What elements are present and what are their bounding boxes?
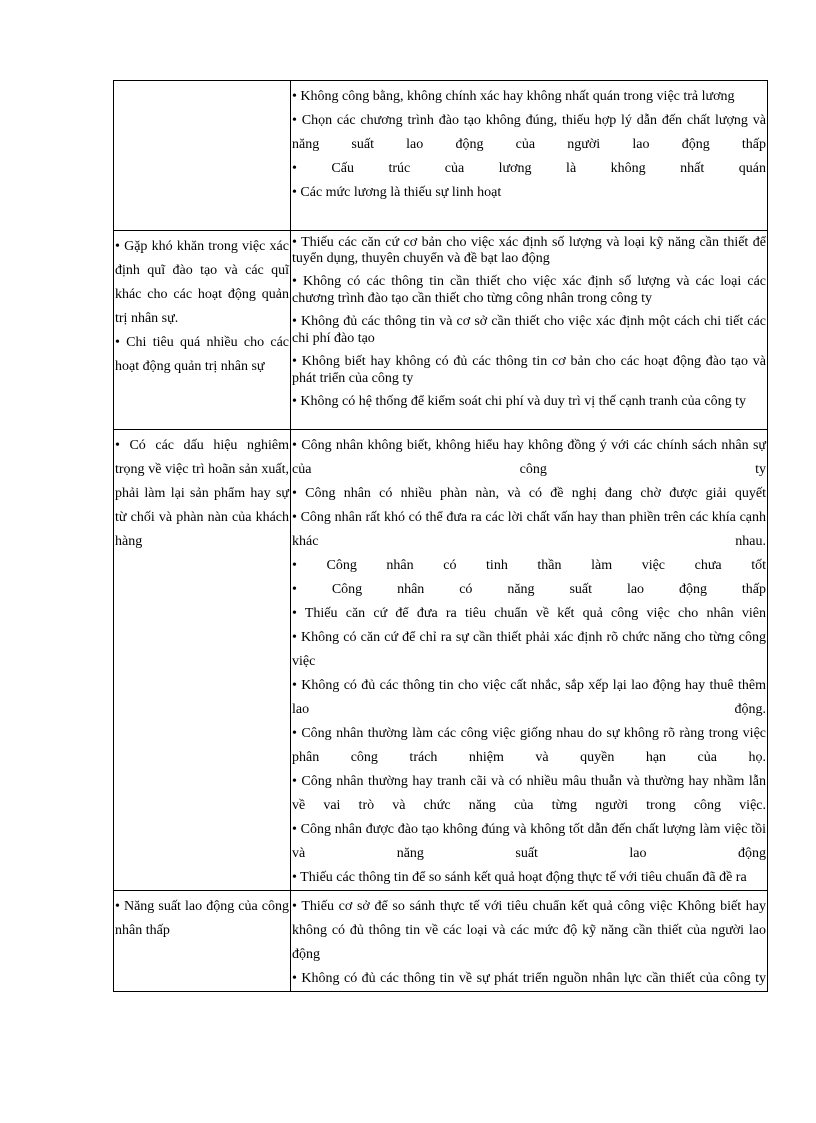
cause-cell <box>291 231 768 430</box>
cause-item: • Thiếu căn cứ để đưa ra tiêu chuẩn về kết quả công việc cho nhân viên <box>292 606 766 621</box>
symptom-cell <box>114 891 291 992</box>
table-row <box>114 231 768 430</box>
cause-item: • Công nhân được đào tạo không đúng và không tốt dẫn đến chất lượng làm việc tồi và năng suất lao động <box>292 822 766 861</box>
symptom-cell <box>114 81 291 231</box>
symptom-item: • Gặp khó khăn trong việc xác định quĩ đào tạo và các quĩ khác cho các hoạt động quản trị nhân sự. <box>115 239 289 326</box>
cause-item: • Cấu trúc của lương là không nhất quán <box>292 161 766 176</box>
cause-item: • Thiếu cơ sở để so sánh thực tế với tiêu chuẩn kết quả công việc Không biết hay không có đủ thông tin về các loại và các mức độ kỹ năng cần thiết của người lao động <box>292 899 766 962</box>
cause-cell <box>291 891 768 992</box>
table-row <box>114 891 768 992</box>
symptom-item: • Có các dấu hiệu nghiêm trọng về việc trì hoãn sản xuất, phải làm lại sản phẩm hay sự từ chối và phàn nàn của khách hàng <box>115 438 289 549</box>
cause-item: • Không có các thông tin cần thiết cho việc xác định số lượng và các loại các chương trình đào tạo cần thiết cho từng công nhân trong công ty <box>292 274 766 306</box>
cause-item: • Công nhân không biết, không hiểu hay không đồng ý với các chính sách nhân sự của công ty <box>292 438 766 477</box>
table-row <box>114 81 768 231</box>
symptom-item: • Chi tiêu quá nhiều cho các hoạt động quản trị nhân sự <box>115 335 289 374</box>
cause-item: • Thiếu các thông tin để so sánh kết quả hoạt động thực tế với tiêu chuẩn đã đề ra <box>292 870 747 885</box>
table-row <box>114 430 768 891</box>
cause-item: • Không có đủ các thông tin về sự phát triển nguồn nhân lực cần thiết của công ty <box>292 971 766 986</box>
cause-item: • Công nhân thường làm các công việc giống nhau do sự không rõ ràng trong việc phân công trách nhiệm và quyền hạn của họ. <box>292 726 766 765</box>
cause-item: • Thiếu các căn cứ cơ bản cho việc xác định số lượng và loại kỹ năng cần thiết để tuyển dụng, thuyên chuyển và đề bạt lao động <box>292 235 766 266</box>
cause-item: • Các mức lương là thiếu sự linh hoạt <box>292 185 502 200</box>
cause-item: • Công nhân có năng suất lao động thấp <box>292 582 766 597</box>
cause-item: • Công nhân có nhiều phàn nàn, và có đề nghị đang chờ được giải quyết <box>292 486 766 501</box>
cause-item: • Công nhân rất khó có thể đưa ra các lời chất vấn hay than phiền trên các khía cạnh khác nhau. <box>292 510 766 549</box>
symptom-item: • Năng suất lao động của công nhân thấp <box>115 899 289 938</box>
cause-cell <box>291 81 768 231</box>
cause-item: • Không biết hay không có đủ các thông tin cơ bản cho các hoạt động đào tạo và phát triển của công ty <box>292 354 766 386</box>
cause-item: • Công nhân có tinh thần làm việc chưa tốt <box>292 558 766 573</box>
cause-item: • Không có căn cứ để chỉ ra sự cần thiết phải xác định rõ chức năng cho từng công việc <box>292 630 766 669</box>
cause-item: • Công nhân thường hay tranh cãi và có nhiều mâu thuẫn và thường hay nhầm lẫn về vai trò và chức năng của từng người trong công việc. <box>292 774 766 813</box>
symptom-cell <box>114 430 291 891</box>
hr-problems-table <box>113 80 768 992</box>
cause-item: • Không công bằng, không chính xác hay không nhất quán trong việc trả lương <box>292 89 735 104</box>
cause-item: • Không có hệ thống để kiểm soát chi phí và duy trì vị thế cạnh tranh của công ty <box>292 394 746 409</box>
symptom-cell <box>114 231 291 430</box>
cause-item: • Không có đủ các thông tin cho việc cất nhắc, sắp xếp lại lao động hay thuê thêm lao động. <box>292 678 766 717</box>
cause-item: • Không đủ các thông tin và cơ sở cần thiết cho việc xác định một cách chi tiết các chi phí đào tạo <box>292 314 766 346</box>
cause-cell <box>291 430 768 891</box>
cause-item: • Chọn các chương trình đào tạo không đúng, thiếu hợp lý dẫn đến chất lượng và năng suất lao động của người lao động thấp <box>292 113 766 152</box>
